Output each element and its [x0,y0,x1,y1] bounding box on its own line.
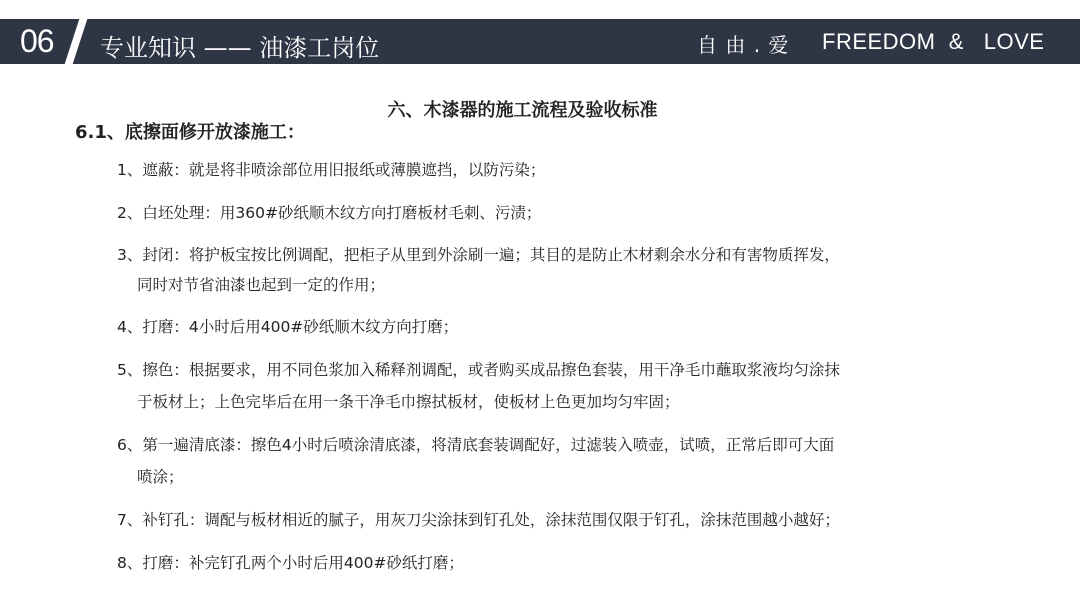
header-motto-en: FREEDOM & LOVE [822,29,1045,54]
section-number: 06 [20,23,54,59]
item-line: 4、打磨：4小时后用400#砂纸顺木纹方向打磨； [117,318,459,336]
list-item [117,240,977,300]
list-item [117,197,977,229]
item-line: 1、遮蔽：就是将非喷涂部位用旧报纸或薄膜遮挡，以防污染； [117,161,546,179]
item-line: 8、打磨：补完钉孔两个小时后用400#砂纸打磨； [117,554,464,572]
list-item [117,504,977,536]
procedure-list [117,154,977,590]
list-item [117,547,977,579]
item-line-continued: 于板材上；上色完毕后在用一条干净毛巾擦拭板材，使板材上色更加均匀牢固； [137,393,680,411]
item-line: 5、擦色：根据要求，用不同色浆加入稀释剂调配，或者购买成品擦色套装，用干净毛巾蘸取浆液均匀涂抹 [117,361,840,379]
item-line-continued: 同时对节省油漆也起到一定的作用； [137,276,386,294]
section-title: 六、木漆器的施工流程及验收标准 [387,100,658,121]
header-title: 专业知识 —— 油漆工岗位 [100,34,380,62]
item-line: 3、封闭：将护板宝按比例调配，把柜子从里到外涂刷一遍；其目的是防止木材剩余水分和有害物质挥发， [117,246,840,264]
list-item [117,429,977,493]
list-item [117,311,977,343]
item-line: 2、白坯处理：用360#砂纸顺木纹方向打磨板材毛刺、污渍； [117,204,542,222]
sub-title: 6.1、底擦面修开放漆施工： [75,122,305,143]
header-motto: 自 由 . 爱 [697,33,790,57]
slash-divider [65,19,88,64]
item-line-continued: 喷涂； [137,468,184,486]
header-bar [0,19,1080,64]
list-item [117,354,977,418]
item-line: 6、第一遍清底漆：擦色4小时后喷涂清底漆，将清底套装调配好，过滤装入喷壶，试喷，正常后即可大面 [117,436,835,454]
list-item [117,154,977,186]
item-line: 7、补钉孔：调配与板材相近的腻子，用灰刀尖涂抹到钉孔处，涂抹范围仅限于钉孔，涂抹范围越小越好； [117,511,840,529]
